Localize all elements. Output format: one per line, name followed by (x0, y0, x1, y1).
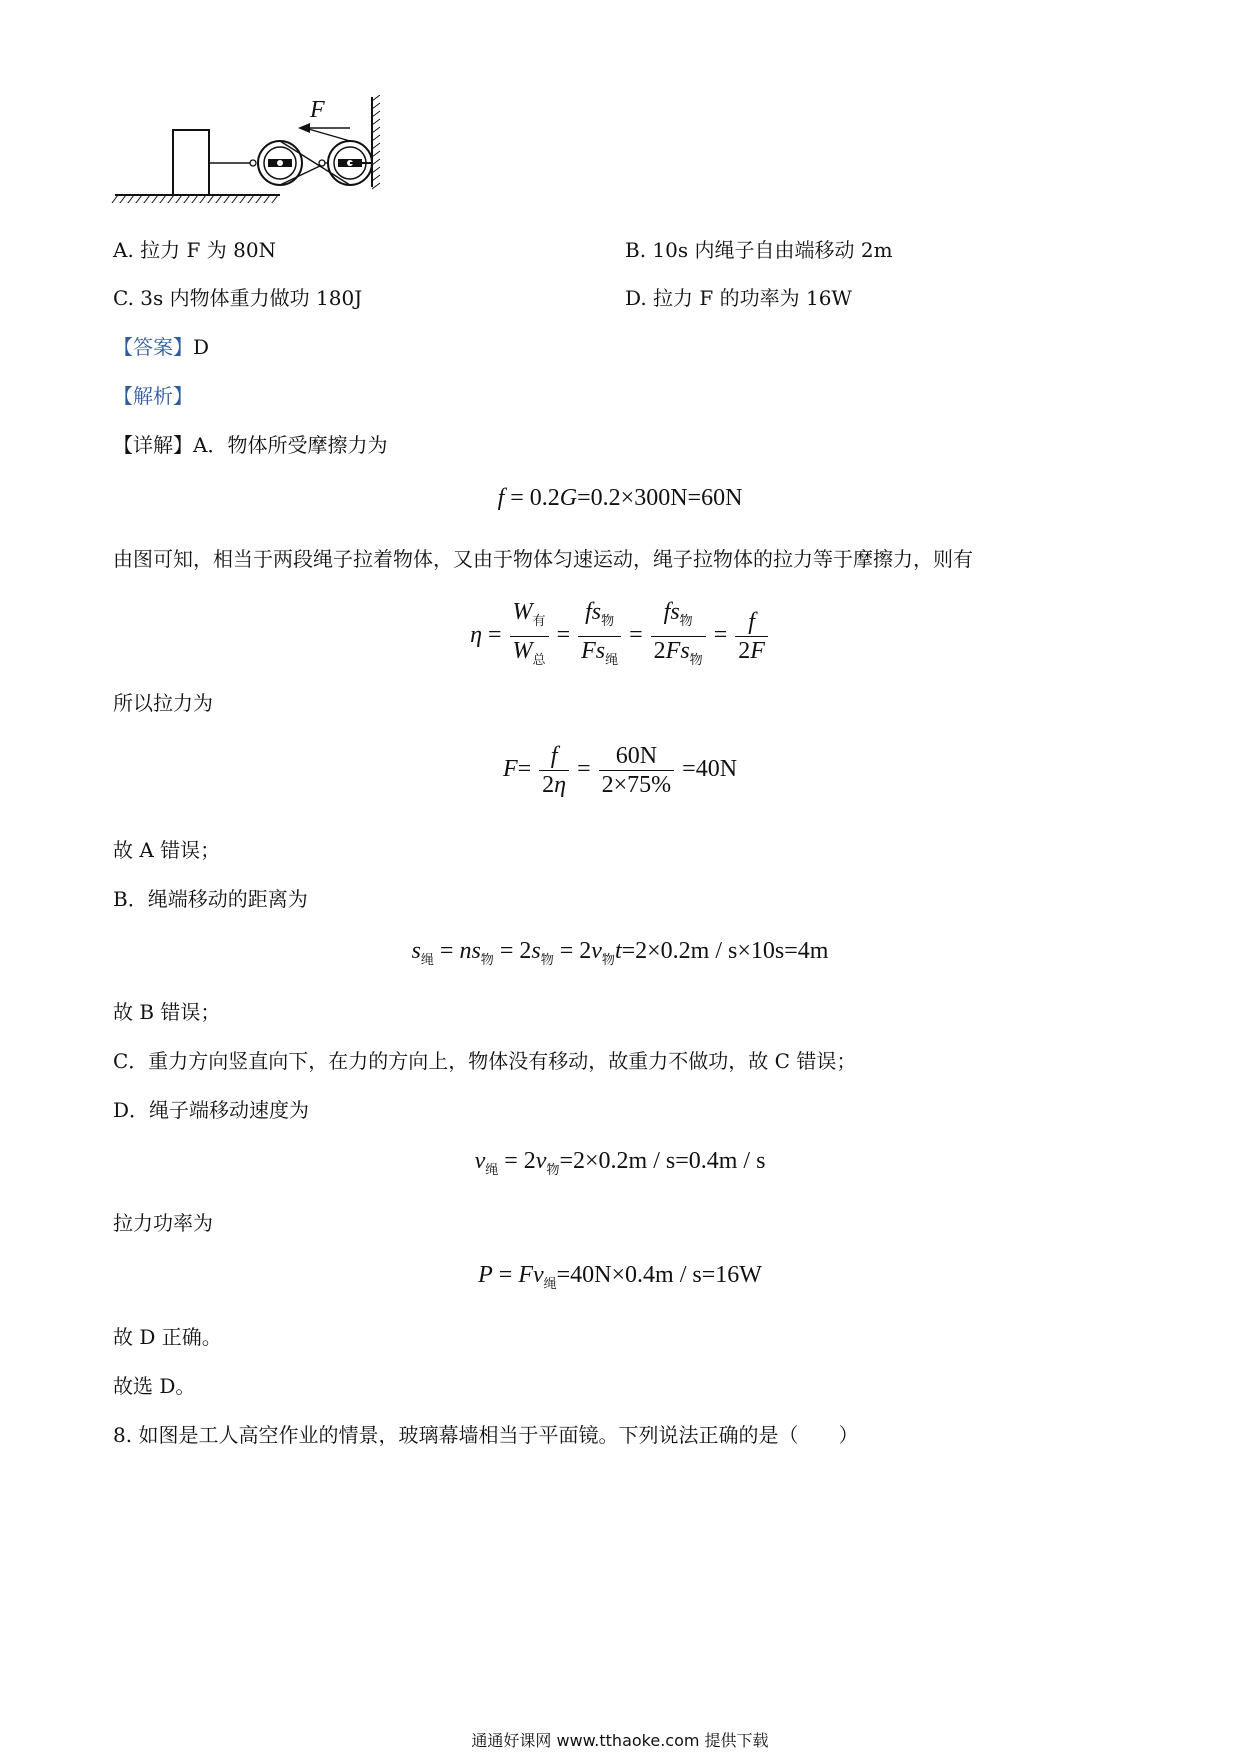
formula-speed: $v_绳 = 2v_物=2\times 0.2m / s=0.4m / s$ (474, 1148, 766, 1178)
answer-value: D (193, 335, 210, 359)
detail-label: 【详解】 (113, 433, 193, 457)
analysis-label: 【解析】 (113, 384, 193, 408)
detail-p8: D．绳子端移动速度为 (113, 1098, 310, 1122)
option-b: B. 10s 内绳子自由端移动 2m (625, 238, 893, 262)
detail-p3: 所以拉力为 (113, 691, 213, 715)
formula-force: F= $\frac{f}{2\eta}$ = $\frac{60N}{2\times 75\%}$ =40N (502, 743, 738, 798)
page-footer: 通通好课网 www.tthaoke.com 提供下载 (471, 1731, 769, 1750)
detail-p6: 故 B 错误； (113, 1000, 221, 1024)
formula-distance: $s_绳 = ns_物 = 2s_物 = 2v_物t=2\times 0.2m / s\times 10s=4m$ (411, 938, 829, 968)
detail-p11: 故选 D。 (113, 1374, 196, 1398)
detail-line (113, 431, 387, 459)
option-c: C. 3s 内物体重力做功 180J (113, 286, 363, 310)
detail-p2: 由图可知，相当于两段绳子拉着物体，又由于物体匀速运动，绳子拉物体的拉力等于摩擦力，则有 (113, 547, 973, 571)
question-8: 8. 如图是工人高空作业的情景，玻璃幕墙相当于平面镜。下列说法正确的是（ ） (113, 1423, 859, 1447)
answer-label: 【答案】 (113, 335, 193, 359)
detail-p10: 故 D 正确。 (113, 1325, 222, 1349)
option-d: D. 拉力 F 的功率为 16W (625, 286, 852, 310)
pulley-figure (110, 95, 440, 215)
detail-p5: B．绳端移动的距离为 (113, 887, 308, 911)
formula-power: $P = Fv_绳=40N\times 0.4m / s=16W$ (478, 1262, 762, 1292)
detail-p7: C．重力方向竖直向下，在力的方向上，物体没有移动，故重力不做功，故 C 错误； (113, 1049, 857, 1073)
answer-line (113, 333, 209, 361)
detail-p9: 拉力功率为 (113, 1211, 213, 1235)
force-arrow (298, 123, 310, 133)
formula-efficiency: η = $\frac{W_有}{W_总}$ = $\frac{fs_物}{Fs_绳}$ = $\frac{fs_物}{2Fs_物}$ = $\frac{f}{2F}$ (0, 598, 1240, 675)
option-a: A. 拉力 F 为 80N (113, 238, 277, 262)
force-label: F (310, 97, 325, 123)
block (173, 130, 209, 195)
detail-p1: A．物体所受摩擦力为 (193, 433, 388, 457)
formula-friction: f = 0.2G=0.2×300N=60N (497, 485, 743, 511)
detail-p4: 故 A 错误； (113, 838, 221, 862)
